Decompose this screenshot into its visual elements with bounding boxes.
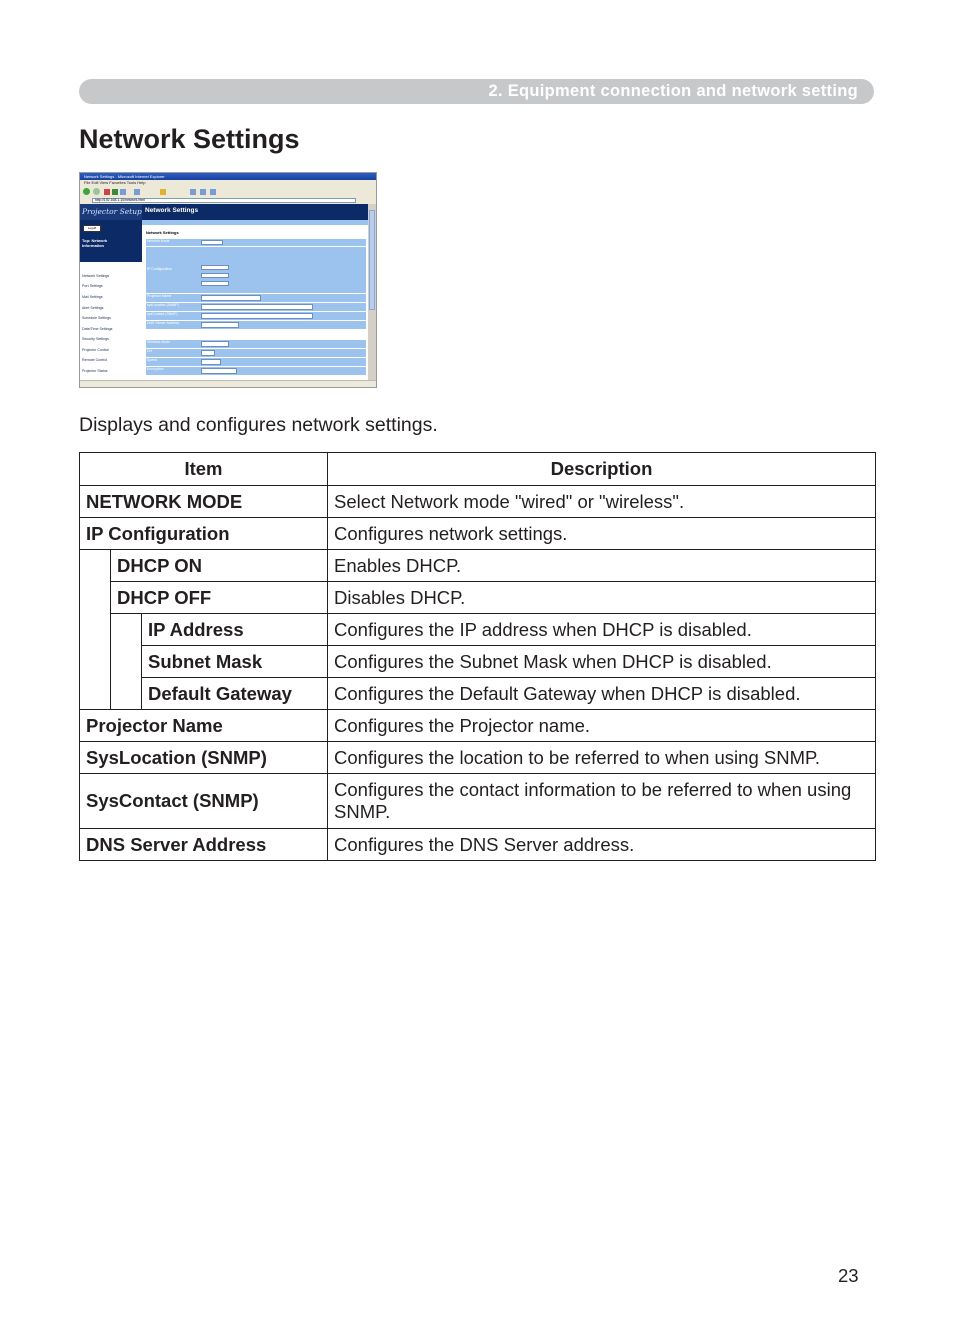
table-row [80,550,876,582]
table-row [80,646,876,678]
back-icon [83,188,90,195]
intro-text: Displays and configures network settings. [79,414,438,436]
address-bar [80,197,376,204]
form-input [201,295,261,301]
description-cell: Configures network settings. [328,518,876,550]
form-label: sysLocation (SNMP) [147,303,179,307]
browser-title: Network Settings - Microsoft Internet Explorer [84,174,165,179]
main-header [142,204,368,220]
scroll-thumb [369,210,375,310]
col-header-item: Item [80,453,328,486]
form-input [201,368,237,374]
screenshot-scrollbar [368,204,376,381]
item-cell: IP Configuration [80,518,328,550]
browser-status-bar [80,380,376,387]
mail-icon [200,189,206,195]
form-input [201,304,313,310]
favorites-icon [160,189,166,195]
nav-item: Projector Control [82,348,109,352]
nav-item: Date/Time Settings [82,327,113,331]
form-row [146,303,366,311]
nav-item: Mail Settings [82,295,103,299]
browser-content [80,204,376,381]
form-label: Network Mode [147,239,170,243]
media-icon [190,189,196,195]
table-row [80,486,876,518]
form-row [146,321,366,329]
nav-item: Alert Settings [82,306,104,310]
form-input [201,350,215,356]
item-cell: SysLocation (SNMP) [80,742,328,774]
form-row [146,247,366,293]
page-number: 23 [838,1265,859,1286]
browser-menu: File Edit View Favorites Tools Help [84,180,146,185]
form-label: DNS Server Address [147,321,180,325]
browser-title-bar [80,173,376,180]
form-input [201,322,239,328]
projector-setup-logo [80,204,142,220]
logo-text: Projector Setup [82,207,142,216]
form-input [201,265,229,270]
form-row [146,312,366,320]
nav-item: Projector Status [82,369,108,373]
main-strip [142,220,368,225]
item-cell: SysContact (SNMP) [80,774,328,829]
form-input [201,281,229,286]
network-settings-table [79,452,876,861]
form-input [201,341,229,347]
browser-screenshot [79,172,377,388]
description-cell: Configures the location to be referred to when using SNMP. [328,742,876,774]
col-header-description: Description [328,453,876,486]
form-label: Speed [147,358,158,362]
forward-icon [93,188,100,195]
form-label: Encryption [147,367,164,371]
form-label: Wireless Mode [147,340,171,344]
description-cell: Configures the DNS Server address. [328,829,876,861]
item-cell: NETWORK MODE [80,486,328,518]
table-row [80,829,876,861]
form-subtitle: Network Settings [146,230,179,235]
print-icon [210,189,216,195]
form-label: IP Configuration [147,267,173,271]
nav-item: Remote Control [82,358,108,362]
address-text: http://192.168.1.10/network.html [95,198,146,202]
table-row [80,678,876,710]
main-header-text: Network Settings [145,207,199,214]
form-label: CH [147,349,153,353]
nav-item: Schedule Settings [82,316,111,320]
form-input [201,313,313,319]
page-title: Network Settings [79,124,300,154]
home-icon [120,189,126,195]
table-row [80,518,876,550]
description-cell: Configures the Projector name. [328,710,876,742]
search-icon [134,189,140,195]
form-row [146,239,366,246]
indent-cell [80,550,111,710]
table-row [80,614,876,646]
nav-title: Top: Network Information [82,238,108,248]
form-label: sysContact (SNMP) [147,312,178,316]
table-row [80,582,876,614]
form-input [201,359,221,365]
description-cell: Configures the Subnet Mask when DHCP is disabled. [328,646,876,678]
item-cell: Subnet Mask [142,646,328,678]
description-cell: Disables DHCP. [328,582,876,614]
table-row [80,742,876,774]
form-row [146,349,366,357]
form-row [146,294,366,302]
section-header-text: 2. Equipment connection and network setting [488,82,858,100]
nav-item: Network Settings [82,274,110,278]
screenshot-main [142,204,368,381]
form-row [146,367,366,375]
table-header-row [80,453,876,486]
item-cell: DHCP OFF [111,582,328,614]
nav-item: Port Settings [82,284,103,288]
item-cell: Default Gateway [142,678,328,710]
description-cell: Configures the Default Gateway when DHCP is disabled. [328,678,876,710]
item-cell: Projector Name [80,710,328,742]
form-input [201,240,223,245]
refresh-icon [112,189,118,195]
form-row [146,340,366,348]
indent-cell [111,614,142,710]
description-cell: Configures the IP address when DHCP is disabled. [328,614,876,646]
item-cell: DHCP ON [111,550,328,582]
address-field [92,198,356,203]
logoff-button: Logoff [83,225,101,232]
form-input [201,273,229,278]
section-header-bar [79,79,874,104]
description-cell: Select Network mode "wired" or "wireless". [328,486,876,518]
form-row [146,358,366,366]
screenshot-sidebar [80,204,142,381]
table-row [80,774,876,829]
description-cell: Configures the contact information to be referred to when using SNMP. [328,774,876,829]
item-cell: IP Address [142,614,328,646]
table-row [80,710,876,742]
form-label: Projector Name [147,294,172,298]
stop-icon [104,189,110,195]
description-cell: Enables DHCP. [328,550,876,582]
nav-item: Security Settings [82,337,109,341]
item-cell: DNS Server Address [80,829,328,861]
